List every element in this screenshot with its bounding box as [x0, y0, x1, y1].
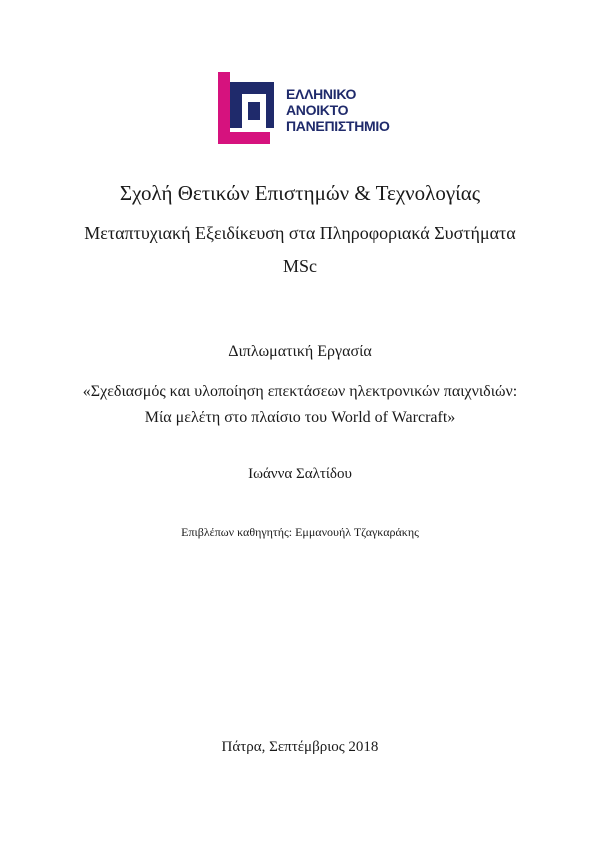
place-date: Πάτρα, Σεπτέμβριος 2018	[221, 739, 379, 755]
thesis-title-line-2: Μία μελέτη στο πλαίσιο του World of Warcraft»	[144, 409, 456, 426]
thesis-title-line-1: «Σχεδιασμός και υλοποίηση επεκτάσεων ηλεκτρονικών παιχνιδιών:	[82, 383, 518, 400]
program-name: Μεταπτυχιακή Εξειδίκευση στα Πληροφοριακά Συστήματα	[84, 223, 516, 243]
author-name: Ιωάννα Σαλτίδου	[248, 466, 352, 482]
logo-line-2: ΑΝΟΙΚΤΟ	[286, 102, 349, 118]
logo-line-1: ΕΛΛΗΝΙΚΟ	[286, 86, 357, 102]
thesis-type: Διπλωματική Εργασία	[228, 343, 372, 360]
logo-emblem-icon	[218, 72, 280, 144]
degree-label: MSc	[282, 256, 317, 276]
university-logo	[218, 72, 403, 144]
logo-text	[286, 86, 390, 134]
supervisor-line: Επιβλέπων καθηγητής: Εμμανουήλ Τζαγκαράκης	[181, 525, 419, 539]
logo-line-3: ΠΑΝΕΠΙΣΤΗΜΙΟ	[286, 118, 390, 134]
school-name: Σχολή Θετικών Επιστημών & Τεχνολογίας	[119, 181, 481, 205]
